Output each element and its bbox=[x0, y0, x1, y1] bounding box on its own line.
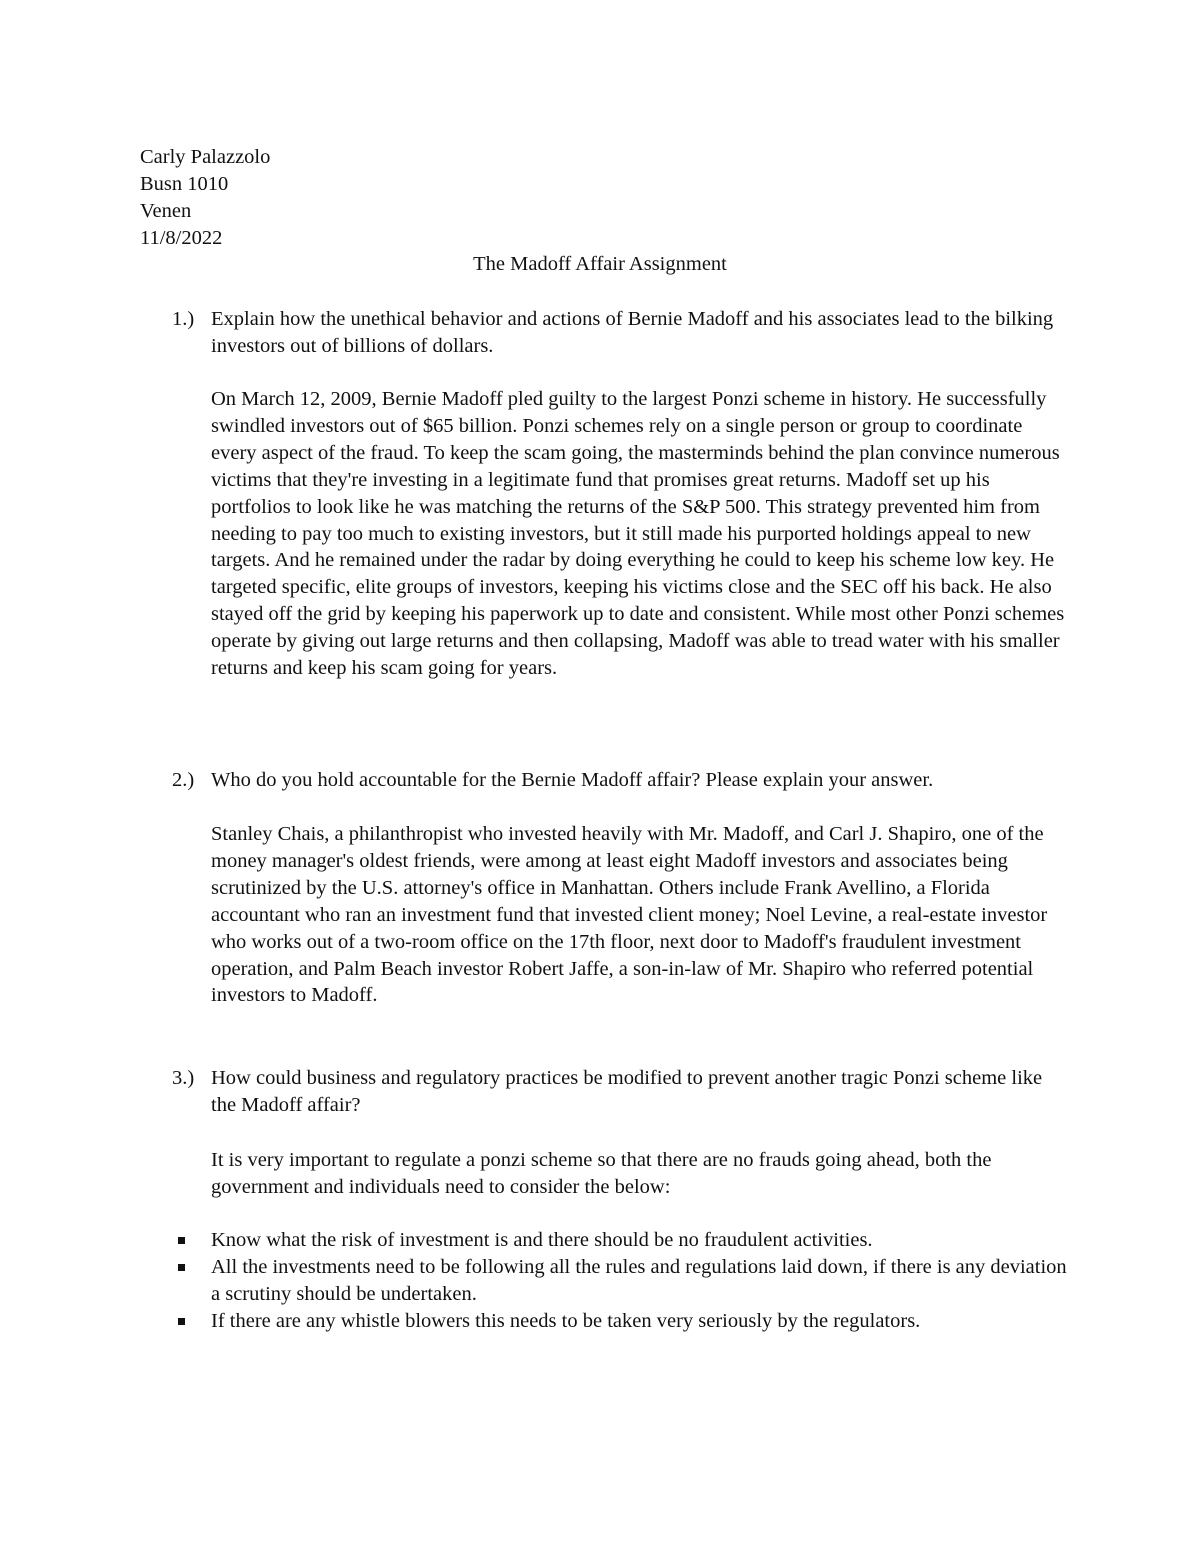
list-item-text: If there are any whistle blowers this needs to be taken very seriously by the regulators. bbox=[211, 1310, 921, 1332]
answer-2: Stanley Chais, a philanthropist who invested heavily with Mr. Madoff, and Carl J. Shapiro, one of the money manager's oldest friends, were among at least eight Madoff investors and associates being scrutinized by the U.S. attorney's office in Manhattan. Others include Frank Avellino, a Florida accountant who ran an investment fund that invested client money; Noel Levine, a real-estate investor who works out of a two-room office on the 17th floor, next door to Madoff's fraudulent investment operation, and Palm Beach investor Robert Jaffe, a son-in-law of Mr. Shapiro who referred potential investors to Madoff. bbox=[211, 823, 1048, 1007]
list-item-text: Know what the risk of investment is and there should be no fraudulent activities. bbox=[211, 1229, 873, 1251]
question-3 bbox=[172, 1065, 1072, 1119]
list-item bbox=[175, 1308, 1075, 1335]
student-name: Carly Palazzolo bbox=[140, 146, 271, 168]
list-item-text: All the investments need to be following all the rules and regulations laid down, if there is any deviation a scrutiny should be undertaken. bbox=[211, 1256, 1067, 1305]
question-number: 1.) bbox=[172, 308, 195, 330]
question-number: 3.) bbox=[172, 1067, 195, 1089]
square-bullet-icon bbox=[178, 1237, 185, 1244]
answer-3-text: It is very important to regulate a ponzi scheme so that there are no frauds going ahead, both the government and individuals need to consider the below: bbox=[211, 1149, 992, 1198]
instructor-name: Venen bbox=[140, 200, 192, 222]
question-text: Who do you hold accountable for the Bernie Madoff affair? Please explain your answer. bbox=[211, 769, 934, 791]
header-block bbox=[140, 144, 270, 252]
assignment-date: 11/8/2022 bbox=[140, 227, 223, 249]
question-text: How could business and regulatory practices be modified to prevent another tragic Ponzi scheme like the Madoff affair? bbox=[211, 1067, 1043, 1116]
question-text: Explain how the unethical behavior and actions of Bernie Madoff and his associates lead to the bilking investors out of billions of dollars. bbox=[211, 308, 1054, 357]
document-title: The Madoff Affair Assignment bbox=[473, 253, 727, 275]
question-number: 2.) bbox=[172, 769, 195, 791]
list-item bbox=[175, 1227, 1075, 1254]
bullet-list bbox=[175, 1227, 1075, 1335]
question-2 bbox=[172, 767, 1072, 794]
answer-3 bbox=[175, 1147, 1075, 1201]
list-item bbox=[175, 1254, 1075, 1308]
square-bullet-icon bbox=[178, 1318, 185, 1325]
course-name: Busn 1010 bbox=[140, 173, 229, 195]
question-1 bbox=[172, 306, 1072, 360]
square-bullet-icon bbox=[178, 1264, 185, 1271]
answer-1: On March 12, 2009, Bernie Madoff pled guilty to the largest Ponzi scheme in history. He successfully swindled investors out of $65 billion. Ponzi schemes rely on a single person or group to coordinate every aspect of the fraud. To keep the scam going, the masterminds behind the plan convince numerous victims that they're investing in a legitimate fund that promises great returns. Madoff set up his portfolios to look like he was matching the returns of the S&P 500. This strategy prevented him from needing to pay too much to existing investors, but it still made his purported holdings appeal to new targets. And he remained under the radar by doing everything he could to keep his scheme low key. He targeted specific, elite groups of investors, keeping his victims close and the SEC off his back. He also stayed off the grid by keeping his paperwork up to date and consistent. While most other Ponzi schemes operate by giving out large returns and then collapsing, Madoff was able to tread water with his smaller returns and keep his scam going for years. bbox=[211, 388, 1065, 680]
